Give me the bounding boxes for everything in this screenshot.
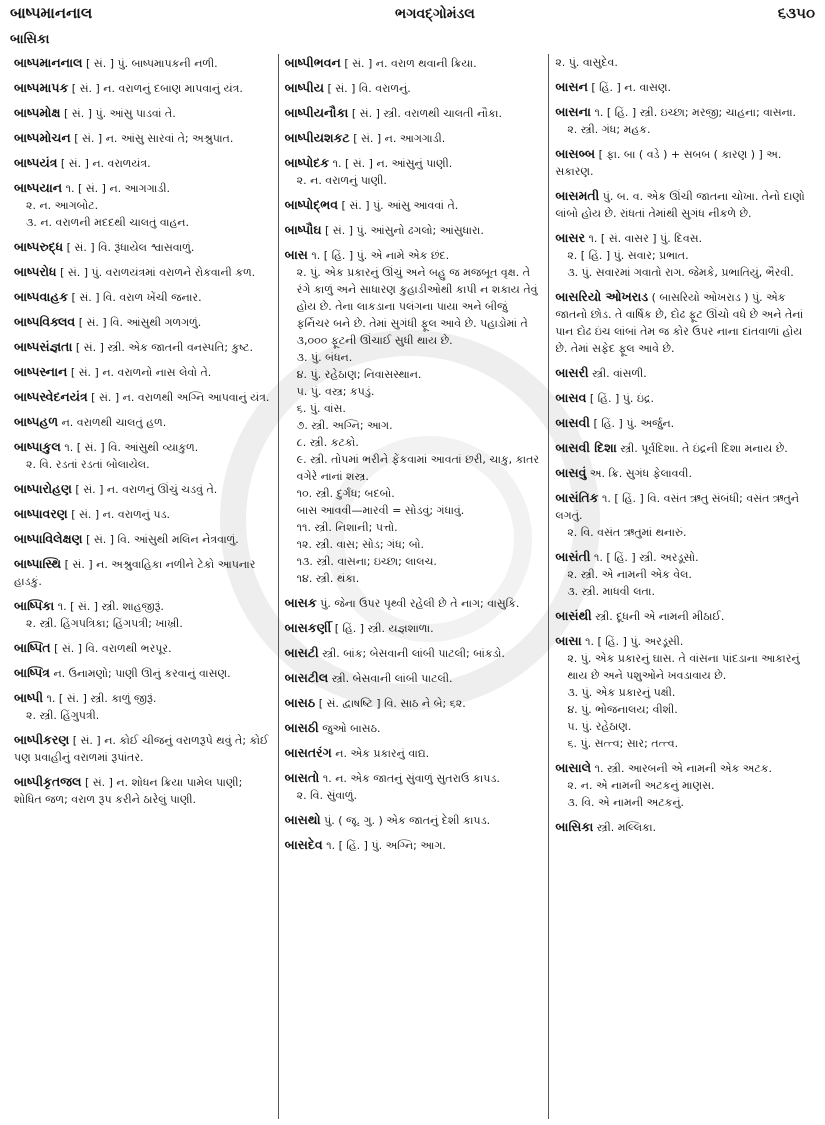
entry-definition: ૧. [ સં. વાસર ] પું. દિવસ. [588, 232, 703, 245]
entry-definition: [ સં. ] ન. શોધન ક્રિયા પામેલ પાણી; શોધિત જળ; વરાળ રૂપ કરીને ઠારેલું પાણી. [14, 776, 243, 806]
entry-sense: ૧૦. સ્ત્રી. દુર્ગંધ; બદબો. [296, 487, 395, 500]
dictionary-entry [555, 489, 813, 541]
dictionary-entry [285, 644, 543, 662]
entry-headword: બાસક [284, 595, 317, 610]
entry-headword: બાસઠી [284, 720, 319, 735]
entry-definition: ન. ઉનામણો; પાણી ઊનું કરવાનું વાસણ. [53, 667, 231, 680]
entry-definition: [ સં. ] ન. અશ્રુવાહિકા નળીને ટેકો આપનાર હાડકું. [14, 558, 256, 588]
entry-sense: ૩. પું. બંધન. [296, 351, 353, 364]
entry-definition: [ સં. ] ન. વરાળનું ઊંચું ચડવું તે. [75, 483, 218, 496]
entry-definition: [ સં. ] પું. આંસુનો ઢગલો; આંસુધારા. [325, 224, 484, 237]
dictionary-entry [285, 836, 543, 854]
entry-headword: બાસઠ [284, 695, 316, 710]
entry-sense: બાસ આવવી—મારવી = સોડવું; ગંધાવું. [296, 504, 465, 517]
entry-definition: ન. વરાળથી ચાલતું હળ. [61, 416, 167, 429]
entry-headword: બાષ્પીભવન [284, 55, 341, 70]
entry-sense: ૨. પું. એક પ્રકારનું ઘાસ. તે વાંસના પાંદડાના આકારનું થાય છે અને પશુઓને ખવડાવાય છે. [567, 652, 800, 682]
entry-headword: બાસકર્ણી [284, 620, 332, 635]
dictionary-entry [14, 263, 272, 281]
entry-headword: બાસના [555, 104, 591, 119]
entry-sense: ૨. વિ. રડતાં રડતાં બોલાયેલ. [26, 458, 150, 471]
entry-definition: ૧. [ હિં. ] પું. અગ્નિ; આગ. [326, 839, 446, 852]
entry-definition: ૧. [ સં. ] વિ. આંસુથી વ્યાકુળ. [64, 441, 199, 454]
entry-headword: બાસંથી [555, 608, 592, 623]
entry-headword: બાસા [555, 633, 582, 648]
entry-definition: ૧. [ સં. ] સ્ત્રી. શાહજીરૂં. [57, 600, 164, 613]
entry-definition: [ ફા. બા ( વડે ) + સબબ ( કારણ ) ] અ. સકારણ. [555, 148, 782, 178]
entry-headword: બાષ્પવિક્લવ [14, 314, 76, 329]
dictionary-entry [285, 221, 543, 239]
entry-sense: ૧૧. સ્ત્રી. નિશાની; પત્તો. [296, 521, 398, 534]
entry-headword: બાસવી દિશા [555, 440, 617, 455]
entry-headword: બાસતરંગ [284, 745, 332, 760]
dictionary-entry [555, 548, 813, 600]
column-2 [278, 54, 549, 1119]
entry-headword: બાસબ્બ [555, 146, 596, 161]
entry-definition: [ સં. ] પું. આંસુ પાડવાં તે. [64, 107, 176, 120]
entry-headword: બાષ્પાવિલેક્ષણ [14, 531, 83, 546]
entry-headword: બાષ્પોદક [284, 155, 330, 170]
entry-definition: [ સં. ] પું. આંસુ આવવાં તે. [341, 199, 459, 212]
dictionary-entry [555, 288, 813, 357]
dictionary-entry [285, 769, 543, 804]
dictionary-entry [14, 154, 272, 172]
entry-headword: બાસટી [284, 645, 319, 660]
entry-sense: ૪. પું. ભોજનાલય; વીશી. [567, 703, 678, 716]
entry-sense: ૨. ન. આગબોટ. [26, 199, 99, 212]
entry-definition: [ સં. ] ન. વરાળ થવાની ક્રિયા. [344, 57, 477, 70]
entry-definition: ૨. પું. વાસુદેવ. [555, 56, 618, 69]
dictionary-entry [285, 619, 543, 637]
entry-definition: ૧. [ હિં. ] સ્ત્રી. ઇચ્છા; મરજી; ચાહના; વાસના. [594, 106, 797, 119]
dictionary-entry [555, 78, 813, 96]
dictionary-entry [285, 246, 543, 587]
entry-definition: ૧. [ હિં. ] સ્ત્રી. અરડૂસો. [593, 551, 699, 564]
entry-headword: બાસથો [284, 812, 321, 827]
entry-headword: બાષ્પીયનૌકા [284, 105, 349, 120]
entry-headword: બાષ્પીય [284, 80, 324, 95]
entry-definition: સ્ત્રી. પૂર્વદિશા. તે ઇંદ્રની દિશા મનાય છે. [620, 442, 788, 455]
entry-definition: સ્ત્રી. મલ્લિકા. [596, 821, 657, 834]
entry-headword: બાસમતી [555, 188, 600, 203]
entry-definition: [ સં. દ્વાષષ્ટિ ] વિ. સાઠ ને બે; ૬૨. [318, 697, 466, 710]
entry-definition: સ્ત્રી. બાંક; બેસવાની લાંબી પાટલી; બાંકડો. [322, 647, 505, 660]
entry-sense: ૩. સ્ત્રી. માધવી લતા. [567, 585, 655, 598]
entry-definition: ૧. [ હિં. ] વિ. વસંત ઋતુ સંબંધી; વસંત ઋતુને લગતું. [555, 492, 800, 522]
entry-headword: બાસરિયો ઓખરાડ [555, 289, 649, 304]
entry-headword: બાસાલે [555, 760, 592, 775]
dictionary-entry [14, 664, 272, 682]
entry-headword: બાસદેવ [284, 837, 323, 852]
entry-headword: બાષ્પોદ્ભવ [284, 197, 339, 212]
entry-sense: ૫. પું. વસ્ત્ર; કપડું. [296, 385, 375, 398]
entry-definition: [ સં. ] ન. આગગાડી. [353, 132, 446, 145]
entry-sense: ૫. પું. રહેઠાણ. [567, 720, 632, 733]
dictionary-entry [555, 229, 813, 281]
entry-sense: ૧૨. સ્ત્રી. વાસ; સોડ; ગંધ; બો. [296, 538, 424, 551]
entry-definition: પું. જેના ઉપર પૃથ્વી રહેલી છે તે નાગ; વાસુકિ. [320, 597, 520, 610]
entry-headword: બાષ્પાવરણ [14, 506, 68, 521]
entry-sense: ૨. પું. એક પ્રકારનું ઊંચું અને બહુ જ મજબૂત વૃક્ષ. તે રંગે કાળું અને સાધારણ કુહાડીઓથી કાપી ન શકાય તેવું હોય છે. તેના લાકડાના પલંગના પાયા અને બીજું ફર્નિચર બને છે. તેમાં સુગંધી ફૂલ આવે છે. પહાડોમાં તે ૩,૦૦૦ ફૂટની ઊંચાઈ સુધી થાય છે. [296, 266, 538, 347]
entry-headword: બાષ્પમાનનાલ [14, 55, 83, 70]
entry-headword: બાષ્પહળ [14, 414, 59, 429]
entry-definition: [ સં. ] સ્ત્રી. એક જાતની વનસ્પતિ; કુષ્ટ. [75, 341, 253, 354]
entry-definition: ૧. સ્ત્રી. આરબની એ નામની એક અટક. [594, 762, 773, 775]
entry-definition: [ સં. ] વિ. આંસુથી મલિન નેત્રવાળું. [86, 533, 239, 546]
guide-word: બાસિકા [10, 32, 50, 47]
entry-headword: બાસવ [555, 390, 587, 405]
entry-sense: ૮. સ્ત્રી. કટકો. [296, 436, 359, 449]
entry-headword: બાષ્પિકા [14, 598, 55, 613]
entry-headword: બાષ્પારોહણ [14, 481, 72, 496]
entry-headword: બાષ્પમોક્ષ [14, 105, 61, 120]
dictionary-columns [8, 54, 819, 1119]
entry-definition: [ સં. ] પું. બાષ્પમાપકની નળી. [86, 57, 218, 70]
entry-sense: ૨. ન. એ નામની અટકનું માણસ. [567, 779, 715, 792]
entry-headword: બાષ્પરોધ [14, 264, 57, 279]
entry-definition: ૧. [ સં. ] સ્ત્રી. કાળું જીરૂં. [46, 692, 157, 705]
entry-definition: ( બાસરિયો ઓખરાડ ) પું. એક જાતનો છોડ. તે વાર્ષિક છે, દોઢ ફૂટ ઊંચો વધે છે અને તેનાં પાન દોઢ ઇંચ લાંબાં તેમ જ કોર ઉપર નાના દાંતવાળાં હોય છે. તેમાં સફેદ ફૂલ આવે છે. [555, 291, 804, 355]
entry-headword: બાષ્પસ્વેદનયંત્ર [14, 389, 88, 404]
dictionary-entry [285, 694, 543, 712]
entry-definition: [ સં. ] વિ. વરાળ ખેંચી જનાર. [71, 291, 202, 304]
dictionary-entry [285, 669, 543, 687]
dictionary-entry [14, 288, 272, 306]
entry-definition: [ સં. ] વિ. વરાળનું. [327, 82, 411, 95]
dictionary-entry [285, 79, 543, 97]
dictionary-entry [555, 414, 813, 432]
dictionary-entry [14, 731, 272, 766]
entry-sense: ૬. પું. સત્ત્વ; સાર; તત્ત્વ. [567, 737, 679, 750]
dictionary-entry [14, 388, 272, 406]
entry-headword: બાષ્પયંત્ર [14, 155, 58, 170]
entry-headword: બાષ્પરુદ્ધ [14, 239, 64, 254]
entry-headword: બાષ્પીકૃતજલ [14, 774, 82, 789]
dictionary-entry [555, 818, 813, 836]
entry-sense: ૪. પું. રહેઠાણ; નિવાસસ્થાન. [296, 368, 422, 381]
entry-headword: બાસ [284, 247, 308, 262]
dictionary-entry [14, 129, 272, 147]
entry-headword: બાસરી [555, 365, 589, 380]
dictionary-entry [555, 145, 813, 180]
entry-sense: ૨. સ્ત્રી. હિંગપત્રિકા; હિંગપત્રી; ખાખ્રી. [26, 617, 183, 630]
entry-headword: બાષ્પી [14, 690, 44, 705]
dictionary-entry [14, 54, 272, 72]
entry-headword: બાષ્પૌઘ [284, 222, 322, 237]
dictionary-entry [555, 103, 813, 138]
page-header [10, 4, 815, 30]
dictionary-entry [285, 154, 543, 189]
entry-definition: [ સં. ] ન. વરાળનો નાસ લેવો તે. [70, 366, 212, 379]
entry-definition: [ સં. ] વિ. આંસુથી ગળગળું. [78, 316, 202, 329]
entry-headword: બાષ્પમાપક [14, 80, 69, 95]
entry-headword: બાષ્પીકરણ [14, 732, 70, 747]
entry-definition: જુઓ બાસઠ. [322, 722, 381, 735]
dictionary-entry [555, 439, 813, 457]
entry-definition: ૧. [ હિં. ] પું. એ નામે એક છંદ. [311, 249, 450, 262]
entry-sense: ૩. પું. એક પ્રકારનું પક્ષી. [567, 686, 676, 699]
column-3 [548, 54, 819, 1119]
entry-sense: ૯. સ્ત્રી. તોપમાં ભરીને ફેંકવામાં આવતાં છરી, ચાકુ, કાતર વગેરે નાનાં શસ્ત્ર. [296, 453, 540, 483]
dictionary-entry [555, 632, 813, 752]
entry-definition: સ્ત્રી. દૂધની એ નામની મીઠાઈ. [595, 610, 725, 623]
entry-definition: [ સં. ] ન. કોઈ ચીજનું વરાળરૂપે થવું તે; કોઈ પણ પ્રવાહીનું વરાળમાં રૂપાંતર. [14, 734, 269, 764]
entry-sense: ૨. સ્ત્રી. ગંધ; મહક. [567, 123, 651, 136]
header-left-guide-word: બાષ્પમાનનાલ [10, 4, 93, 22]
dictionary-entry [285, 196, 543, 214]
entry-definition: [ સં. ] ન. વરાળનું દબાણ માપવાનું યંત્ર. [71, 82, 243, 95]
dictionary-entry [14, 363, 272, 381]
entry-definition: ન. એક પ્રકારનું વાદ્ય. [335, 747, 430, 760]
entry-sense: ૨. સ્ત્રી. એ નામની એક વેલ. [567, 568, 692, 581]
entry-headword: બાસિકા [555, 819, 594, 834]
entry-sense: ૨. વિ. વસંત ઋતુમાં થનારું. [567, 526, 687, 539]
entry-headword: બાસર [555, 230, 586, 245]
dictionary-entry [285, 811, 543, 829]
entry-headword: બાસંતિક [555, 490, 599, 505]
dictionary-entry [285, 594, 543, 612]
entry-definition: [ સં. ] પું. વરાળયંત્રમાં વરાળને રોકવાની કળ. [60, 266, 256, 279]
entry-definition: [ સં. ] ન. વરાળથી અગ્નિ આપવાનું યંત્ર. [91, 391, 270, 404]
entry-headword: બાસવી [555, 415, 590, 430]
column-1 [8, 54, 278, 1119]
entry-headword: બાષ્પાકુલ [14, 439, 61, 454]
entry-headword: બાષ્પીયશકટ [284, 130, 350, 145]
dictionary-entry [14, 438, 272, 473]
entry-sense: ૬. પું. વાંસ. [296, 402, 346, 415]
dictionary-entry [14, 597, 272, 632]
entry-sense: ૭. સ્ત્રી. અગ્નિ; આગ. [296, 419, 393, 432]
page-number: ૬૩૫૦ [777, 4, 815, 22]
entry-headword: બાસટીલ [284, 670, 329, 685]
entry-definition: પું. ( જૂ. ગુ. ) એક જાતનું દેશી કાપડ. [324, 814, 491, 827]
entry-headword: બાષ્પસંજ્ઞતા [14, 339, 73, 354]
entry-definition: પું. બ. વ. એક ઊંચી જાતના ચોખા. તેનો દાણો લાંબો હોય છે. રાંધતાં તેમાંથી સુગંધ નીકળે છે. [555, 190, 805, 220]
entry-sense: ૨. વિ. સુંવાળું. [296, 789, 357, 802]
dictionary-entry [14, 689, 272, 724]
entry-headword: બાષ્પિત્ર [14, 665, 50, 680]
entry-sense: ૧૪. સ્ત્રી. થંકા. [296, 572, 360, 585]
entry-sense: ૨. [ હિં. ] પું. સવાર; પ્રભાત. [567, 249, 689, 262]
entry-definition: [ સં. ] વિ. વરાળથી ભરપૂર. [54, 642, 172, 655]
entry-headword: બાસતો [284, 770, 320, 785]
dictionary-entry [285, 54, 543, 72]
dictionary-entry [14, 313, 272, 331]
entry-sense: ૨. સ્ત્રી. હિંગુપત્રી. [26, 709, 100, 722]
dictionary-entry [14, 505, 272, 523]
entry-headword: બાષ્પિત [14, 640, 51, 655]
entry-definition: [ સં. ] વિ. રૂંધાયેલ શ્વાસવાળું. [66, 241, 195, 254]
entry-headword: બાસવું [555, 465, 587, 480]
entry-sense: ૩. પું. સવારમાં ગવાતો રાગ. જેમકે, પ્રભાતિયું, ભૈરવી. [567, 266, 794, 279]
dictionary-entry [285, 104, 543, 122]
dictionary-entry [14, 773, 272, 808]
dictionary-entry [555, 759, 813, 811]
entry-definition: ૧. [ સં. ] ન. આંસુનું પાણી. [332, 157, 453, 170]
dictionary-entry [14, 639, 272, 657]
entry-headword: બાષ્પવાહક [14, 289, 69, 304]
dictionary-entry [14, 79, 272, 97]
dictionary-entry [14, 238, 272, 256]
entry-definition: સ્ત્રી. બેસવાની લાંબી પાટલી. [331, 672, 453, 685]
entry-definition: ૧. ન. એક જાતનું સુંવાળું સુતરાઉ કાપડ. [322, 772, 500, 785]
dictionary-entry [14, 179, 272, 231]
entry-definition: [ સં. ] ન. વરાળનું પડ. [71, 508, 171, 521]
dictionary-entry [285, 129, 543, 147]
entry-definition: ૧. [ હિં. ] પું. અરડૂસી. [585, 635, 684, 648]
entry-definition: [ હિં. ] સ્ત્રી. યજ્ઞશાળા. [334, 622, 434, 635]
entry-definition: [ હિં. ] પું. અર્જુન. [593, 417, 675, 430]
dictionary-entry [14, 104, 272, 122]
entry-headword: બાસંતી [555, 549, 591, 564]
dictionary-entry [14, 338, 272, 356]
entry-sense: ૨. ન. વરાળનું પાણી. [296, 174, 387, 187]
entry-headword: બાષ્પસ્નાન [14, 364, 68, 379]
dictionary-entry [555, 54, 813, 71]
entry-definition: [ સં. ] ન. વરાળયંત્ર. [60, 157, 151, 170]
entry-sense: ૩. વિ. એ નામની અટકનું. [567, 796, 685, 809]
entry-definition: સ્ત્રી. વાંસળી. [592, 367, 647, 380]
dictionary-entry [285, 744, 543, 762]
entry-definition: અ. ક્રિ. સુગંધ ફેલાવવી. [589, 467, 692, 480]
entry-definition: ૧. [ સં. ] ન. આગગાડી. [65, 182, 171, 195]
dictionary-entry [14, 555, 272, 590]
dictionary-entry [14, 413, 272, 431]
dictionary-entry [285, 719, 543, 737]
dictionary-entry [555, 389, 813, 407]
dictionary-entry [555, 364, 813, 382]
header-title: ભગવદ્ગોમંડલ [395, 6, 475, 22]
entry-definition: [ સં. ] સ્ત્રી. વરાળથી ચાલતી નૌકા. [351, 107, 502, 120]
entry-headword: બાષ્પાસ્થિ [14, 556, 62, 571]
entry-definition: [ સં. ] ન. આંસુ સારવાં તે; અશ્રુપાત. [74, 132, 234, 145]
dictionary-entry [555, 607, 813, 625]
entry-headword: બાષ્પયાન [14, 180, 63, 195]
entry-sense: ૧૩. સ્ત્રી. વાસના; ઇચ્છા; લાલચ. [296, 555, 437, 568]
entry-headword: બાસન [555, 79, 588, 94]
dictionary-entry [14, 530, 272, 548]
entry-definition: [ હિં. ] પું. ઇંદ્ર. [589, 392, 654, 405]
entry-definition: [ હિં. ] ન. વાસણ. [591, 81, 672, 94]
entry-sense: ૩. ન. વરાળની મદદથી ચાલતું વાહન. [26, 216, 189, 229]
dictionary-entry [555, 464, 813, 482]
dictionary-entry [14, 480, 272, 498]
dictionary-entry [555, 187, 813, 222]
entry-headword: બાષ્પમોચન [14, 130, 71, 145]
